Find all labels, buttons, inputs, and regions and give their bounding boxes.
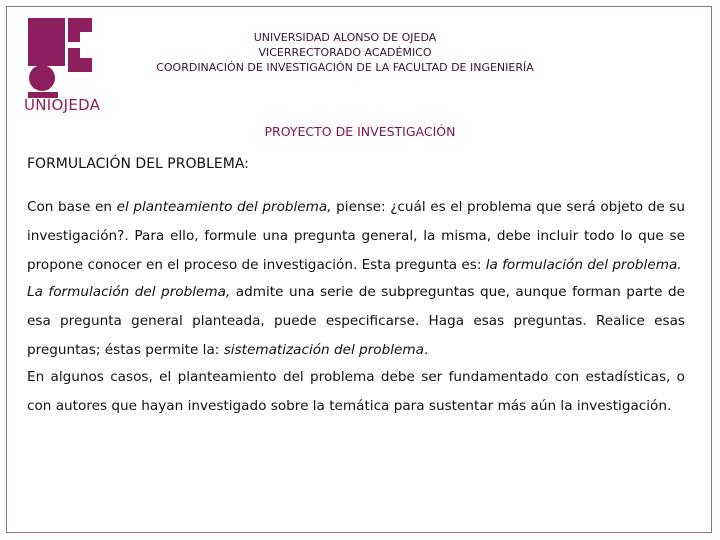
coordination-name: COORDINACIÓN DE INVESTIGACIÓN DE LA FACULTAD DE INGENIERÍA: [156, 61, 534, 74]
p2-text-a: admite una serie de subpreguntas que, aunque forman parte de esa pregunta general planteada, puede especificarse. Haga esas preguntas. Realice esas preguntas; éstas permite la:: [27, 284, 686, 358]
paragraph-3: En algunos casos, el planteamiento del problema debe ser fundamentado con estadísticas, o con autores que hayan investigado sobre la temática para sustentar más aún la investigación.: [27, 369, 685, 414]
vicerrectorado-name: VICERRECTORADO ACADÉMICO: [258, 46, 432, 59]
section-title: FORMULACIÓN DEL PROBLEMA:: [27, 156, 249, 172]
institution-header: [120, 30, 570, 75]
logo-circle: [29, 65, 55, 91]
p2-emphasis-a: La formulación del problema,: [27, 284, 231, 300]
logo-text: UNIOJEDA: [24, 96, 101, 114]
paragraph-1: [27, 193, 685, 280]
p2-text-b: .: [423, 342, 429, 358]
logo-block-mid-right: [68, 48, 92, 72]
document-body: [27, 193, 685, 421]
project-title: PROYECTO DE INVESTIGACIÓN: [264, 124, 456, 139]
p2-emphasis-b: sistematización del problema: [223, 342, 424, 358]
p1-text-a: Con base en: [27, 199, 117, 215]
logo-block-top-right: [68, 18, 92, 42]
p1-emphasis-b: la formulación del problema.: [485, 257, 682, 273]
logo-block-large: [28, 18, 65, 66]
paragraph-2: [27, 278, 685, 365]
university-name: UNIVERSIDAD ALONSO DE OJEDA: [253, 31, 437, 44]
p1-emphasis-a: el planteamiento del problema,: [116, 199, 332, 215]
p1-text-b: piense: ¿cuál es el problema que será objeto de su investigación?. Para ello, formule una pregunta general, la misma, debe incluir todo lo que se propone conocer en el proceso de investigación. Esta pregunta es:: [27, 199, 685, 273]
